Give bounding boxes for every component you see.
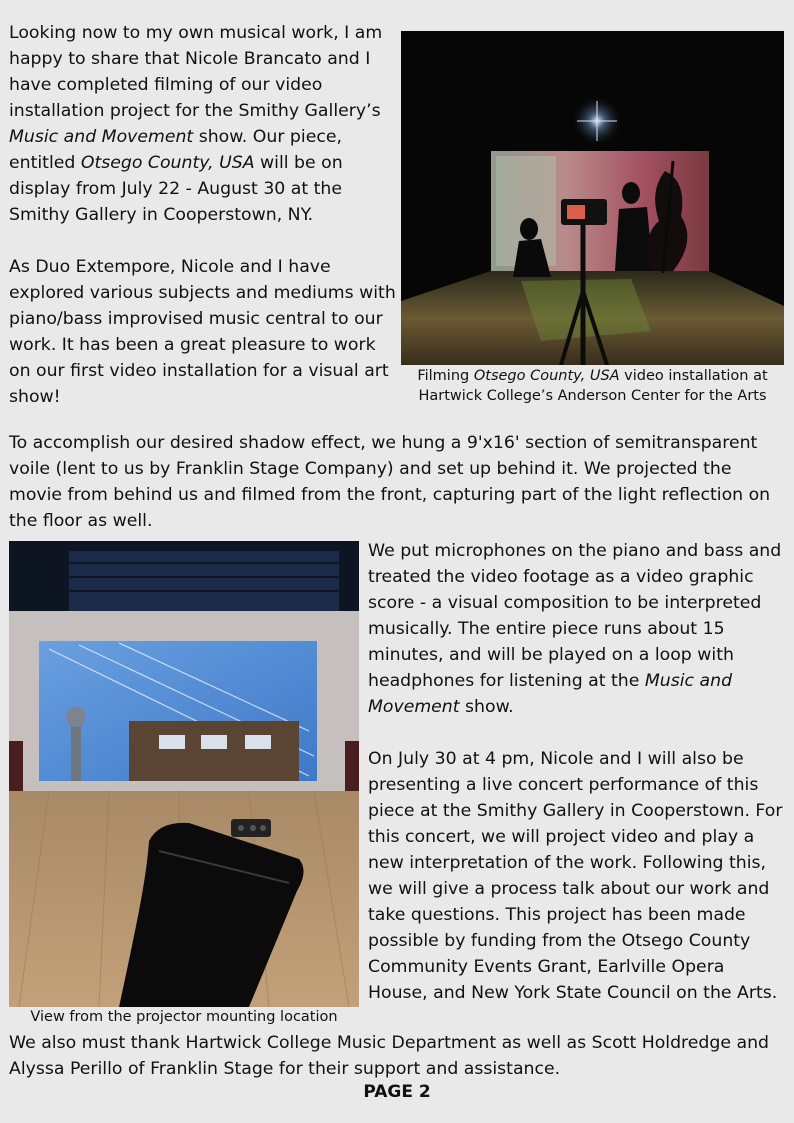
shadow-effect-paragraph: To accomplish our desired shadow effect, we hung a 9'x16' section of semitransparent voile (lent to us by Franklin Stage Company) and set up behind it. We projected the movie from behind us and filmed from the front, capturing part of the light reflection on the floor as well.	[9, 433, 771, 531]
intro-paragraph-1	[9, 20, 401, 228]
piece-title: Otsego County, USA	[80, 153, 255, 173]
intro-paragraph-2: As Duo Extempore, Nicole and I have explored various subjects and mediums with piano/bass improvised music central to our work. It has been a great pleasure to work on our first video installation for a visual art show!	[9, 257, 396, 407]
page-number: PAGE 2	[363, 1082, 431, 1102]
microphones-text-a: We put microphones on the piano and bass and treated the video footage as a video graphic score - a visual composition to be interpreted musically. The entire piece runs about 15 minutes, and will be played on a loop with headphones for listening at the	[368, 541, 782, 691]
microphones-paragraph	[368, 538, 788, 720]
caption-text-a: Filming	[417, 368, 474, 384]
thanks-paragraph: We also must thank Hartwick College Music Department as well as Scott Holdredge and Alyssa Perillo of Franklin Stage for their support and assistance.	[9, 1033, 769, 1079]
show-name: Music and Movement	[9, 127, 194, 147]
caption-text-b: video installation at Hartwick College’s Anderson Center for the Arts	[418, 368, 768, 404]
show-name-2: Music and Movement	[368, 671, 733, 717]
microphones-text-b: show.	[459, 697, 514, 717]
filming-photo	[401, 31, 784, 365]
intro-text-c: will be on display from July 22 - August 30 at the Smithy Gallery in Cooperstown, NY.	[9, 153, 343, 225]
caption-piece-title: Otsego County, USA	[473, 368, 620, 384]
intro-text-b: show. Our piece, entitled	[9, 127, 342, 173]
projector-view-caption: View from the projector mounting location	[30, 1009, 338, 1025]
intro-text-a: Looking now to my own musical work, I am happy to share that Nicole Brancato and I have completed filming of our video installation project for the Smithy Gallery’s	[9, 23, 383, 121]
concert-paragraph: On July 30 at 4 pm, Nicole and I will also be presenting a live concert performance of this piece at the Smithy Gallery in Cooperstown. For this concert, we will project video and play a new interpretation of the work. Following this, we will give a process talk about our work and take questions. This project has been made possible by funding from the Otsego County Community Events Grant, Earlville Opera House, and New York State Council on the Arts.	[368, 749, 783, 1003]
filming-photo-caption	[401, 366, 784, 406]
projector-view-illustration	[9, 541, 359, 1007]
projector-view-photo	[9, 541, 359, 1007]
filming-photo-illustration	[401, 31, 784, 365]
